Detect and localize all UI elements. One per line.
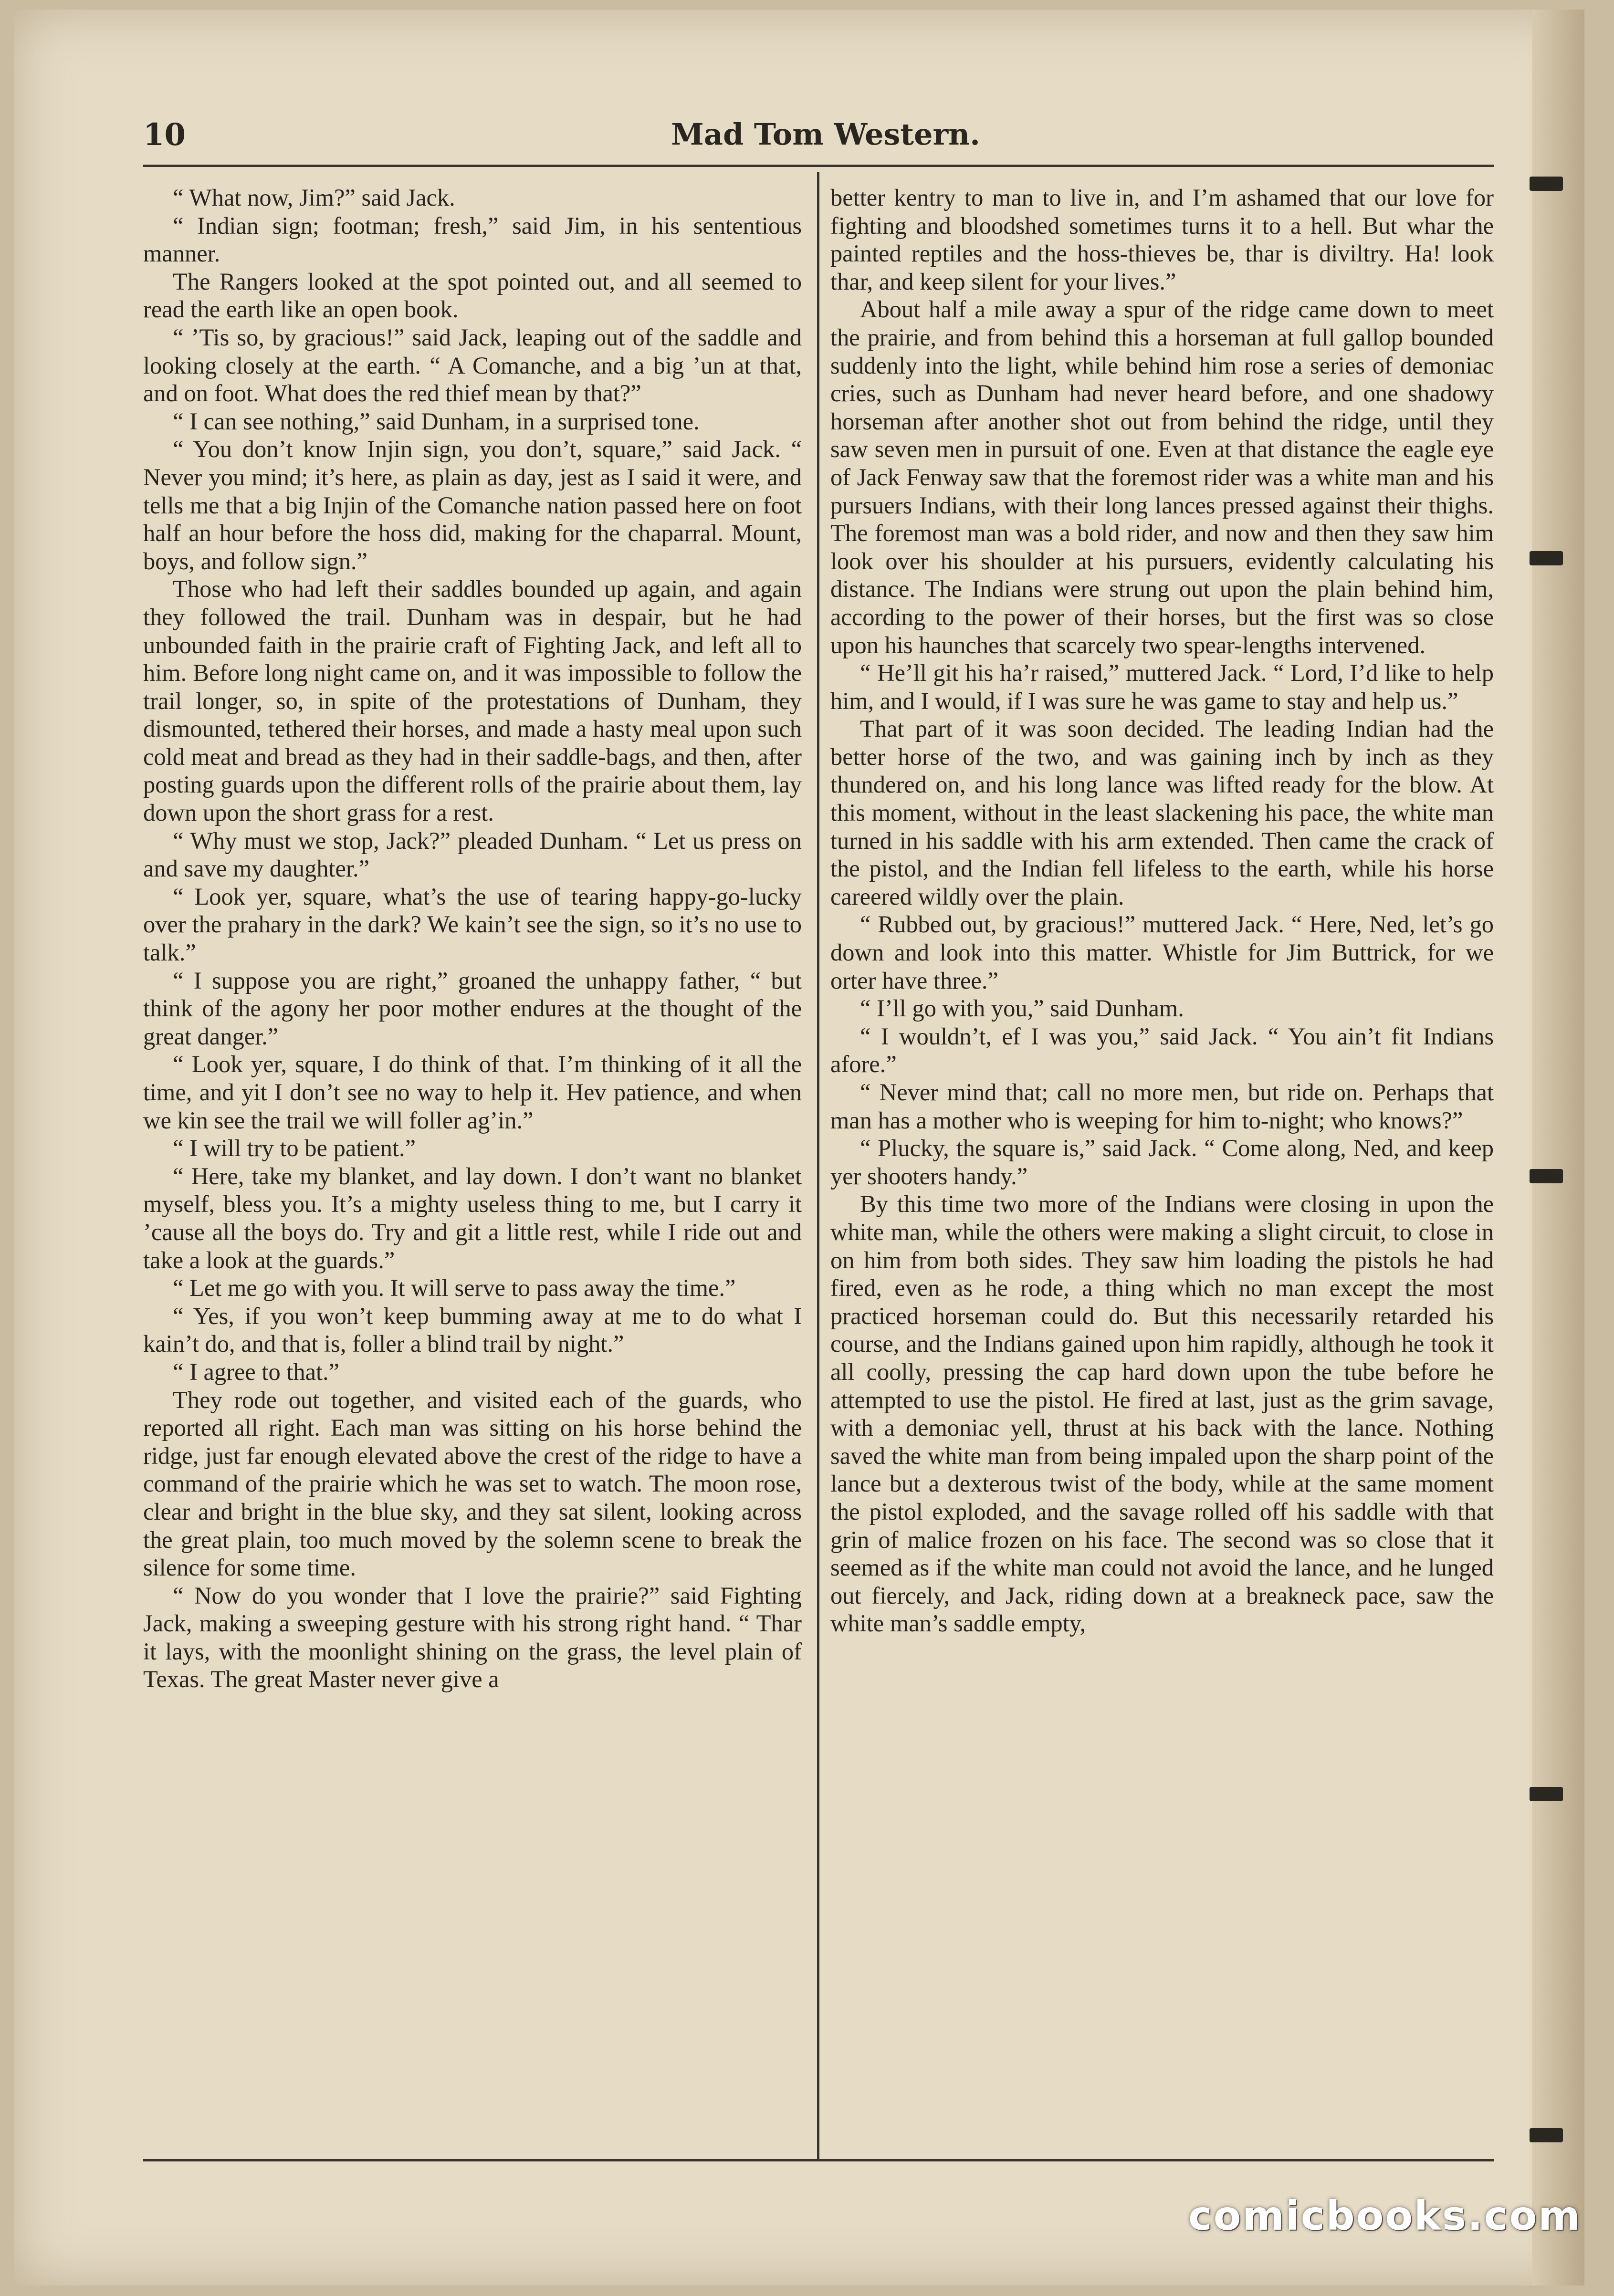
watermark-logo: comicbooks.com xyxy=(1188,2192,1582,2239)
left-column xyxy=(143,184,802,2150)
binding-stitch xyxy=(1530,1169,1563,1183)
footer-rule xyxy=(143,2159,1494,2161)
paragraph: “ I’ll go with you,” said Dunham. xyxy=(860,995,1184,1022)
binding-stitch xyxy=(1530,177,1563,191)
paragraph: “ Look yer, square, I do think of that. I’m thinking of it all the time, and yit I don’t see no way to help it. Hev patience, and when we kin see the trail we will foller ag’in.” xyxy=(143,1051,802,1134)
binding-stitch xyxy=(1530,1787,1563,1801)
header-rule xyxy=(143,165,1494,167)
paragraph: “ ’Tis so, by gracious!” said Jack, leaping out of the saddle and looking closely at the earth. “ A Comanche, and a big ’un at that, and on foot. What does the red thief mean by that?” xyxy=(143,324,802,407)
paragraph: “ Indian sign; footman; fresh,” said Jim, in his sententious manner. xyxy=(143,212,802,267)
paragraph: “ Never mind that; call no more men, but ride on. Perhaps that man has a mother who is weeping for him to-night; who knows?” xyxy=(830,1079,1494,1134)
paragraph: “ What now, Jim?” said Jack. xyxy=(173,184,455,211)
running-title: Mad Tom Western. xyxy=(671,117,980,152)
paragraph: That part of it was soon decided. The leading Indian had the better horse of the two, and was gaining inch by inch as they thundered on, and his long lance was lifted ready for the blow. At this moment, without in the least slackening his pace, the white man turned in his saddle with his arm extended. Then came the crack of the pistol, and the Indian fell lifeless to the earth, while his horse careered wildly over the plain. xyxy=(830,715,1494,910)
paragraph: “ Look yer, square, what’s the use of tearing happy-go-lucky over the prahary in the dark? We kain’t see the sign, so it’s no use to talk.” xyxy=(143,883,802,966)
paragraph: By this time two more of the Indians were closing in upon the white man, while the others were making a slight circuit, to close in on him from both sides. They saw him loading the pistols he had fired, even as he rode, a thing which no man except the most practiced horseman could do. But this necessarily retarded his course, and the Indians gained upon him rapidly, although he took it all coolly, pressing the cap hard down upon the tube before he attempted to use the pistol. He fired at last, just as the grim savage, with a demoniac yell, thrust at his back with the lance. Nothing saved the white man from being impaled upon the sharp point of the lance but a dexterous twist of the body, while at the same moment the pistol exploded, and the savage rolled off his saddle with that grin of malice frozen on his face. The second was so close that it seemed as if the white man could not avoid the lance, and he lunged out fiercely, and Jack, riding down at a breakneck pace, saw the white man’s saddle empty, xyxy=(830,1190,1494,1637)
paragraph: “ Plucky, the square is,” said Jack. “ Come along, Ned, and keep yer shooters handy.” xyxy=(830,1135,1494,1190)
right-column xyxy=(830,184,1494,2150)
paragraph: “ You don’t know Injin sign, you don’t, square,” said Jack. “ Never you mind; it’s here, as plain as day, jest as I said it were, and tells me that a big Injin of the Comanche nation passed here on foot half an hour before the hoss did, making for the chaparral. Mount, boys, and follow sign.” xyxy=(143,436,802,574)
binding-stitch xyxy=(1530,551,1563,565)
page-spine xyxy=(1532,10,1584,2286)
binding-stitch xyxy=(1530,2128,1563,2142)
paragraph: “ Rubbed out, by gracious!” muttered Jack. “ Here, Ned, let’s go down and look into this matter. Whistle for Jim Buttrick, for we orter have three.” xyxy=(830,911,1494,994)
paragraph: “ I agree to that.” xyxy=(173,1358,340,1385)
paragraph: “ Now do you wonder that I love the prairie?” said Fighting Jack, making a sweeping gesture with his strong right hand. “ Thar it lays, with the moonlight shining on the grass, the level plain of Texas. The great Master never give a xyxy=(143,1582,802,1693)
paragraph: “ Why must we stop, Jack?” pleaded Dunham. “ Let us press on and save my daughter.” xyxy=(143,827,802,882)
column-divider xyxy=(817,172,819,2159)
paragraph: Those who had left their saddles bounded up again, and again they followed the trail. Dunham was in despair, but he had unbounded faith in the prairie craft of Fighting Jack, and left all to him. Before long night came on, and it was impossible to follow the trail longer, so, in spite of the protestations of Dunham, they dismounted, tethered their horses, and made a hasty meal upon such cold meat and bread as they had in their saddle-bags, and then, after posting guards upon the different rolls of the prairie about them, lay down upon the short grass for a rest. xyxy=(143,575,802,826)
paragraph: They rode out together, and visited each of the guards, who reported all right. Each man was sitting on his horse behind the ridge, just far enough elevated above the crest of the ridge to have a command of the prairie which he was set to watch. The moon rose, clear and bright in the blue sky, and they sat silent, looking across the great plain, too much moved by the solemn scene to break the silence for some time. xyxy=(143,1386,802,1581)
paragraph: “ He’ll git his ha’r raised,” muttered Jack. “ Lord, I’d like to help him, and I would, if I was sure he was game to stay and help us.” xyxy=(830,659,1494,714)
paragraph: “ Yes, if you won’t keep bumming away at me to do what I kain’t do, and that is, foller a blind trail by night.” xyxy=(143,1302,802,1357)
paragraph: “ Here, take my blanket, and lay down. I don’t want no blanket myself, bless you. It’s a mighty useless thing to me, but I carry it ’cause all the boys do. Try and git a little rest, while I ride out and take a look at the guards.” xyxy=(143,1162,802,1273)
paragraph: “ I wouldn’t, ef I was you,” said Jack. “ You ain’t fit Indians afore.” xyxy=(830,1023,1494,1078)
paragraph: “ Let me go with you. It will serve to pass away the time.” xyxy=(173,1274,736,1302)
paragraph: “ I suppose you are right,” groaned the unhappy father, “ but think of the agony her poor mother endures at the thought of the great danger.” xyxy=(143,967,802,1050)
paragraph: “ I can see nothing,” said Dunham, in a surprised tone. xyxy=(173,407,700,435)
paragraph-continuation: better kentry to man to live in, and I’m ashamed that our love for fighting and bloodshed sometimes turns it to a hell. But whar the painted reptiles and the hoss-thieves be, thar is diviltry. Ha! look thar, and keep silent for your lives.” xyxy=(830,184,1494,295)
paragraph: About half a mile away a spur of the ridge came down to meet the prairie, and from behind this a horseman at full gallop bounded suddenly into the light, while behind him rose a series of demoniac cries, such as Dunham had never heard before, and one shadowy horseman after another shot out from behind the ridge, until they saw seven men in pursuit of one. Even at that distance the eagle eye of Jack Fenway saw that the foremost rider was a white man and his pursuers Indians, with their long lances pressed against their thighs. The foremost man was a bold rider, and now and then they saw him look over his shoulder at his pursuers, evidently calculating his distance. The Indians were strung out upon the plain behind him, according to the power of their horses, but the first was so close upon his haunches that scarcely two spear-lengths intervened. xyxy=(830,296,1494,658)
page-header xyxy=(143,112,1508,165)
paragraph: “ I will try to be patient.” xyxy=(173,1135,416,1162)
paragraph: The Rangers looked at the spot pointed out, and all seemed to read the earth like an open book. xyxy=(143,268,802,323)
page-number: 10 xyxy=(143,117,186,153)
